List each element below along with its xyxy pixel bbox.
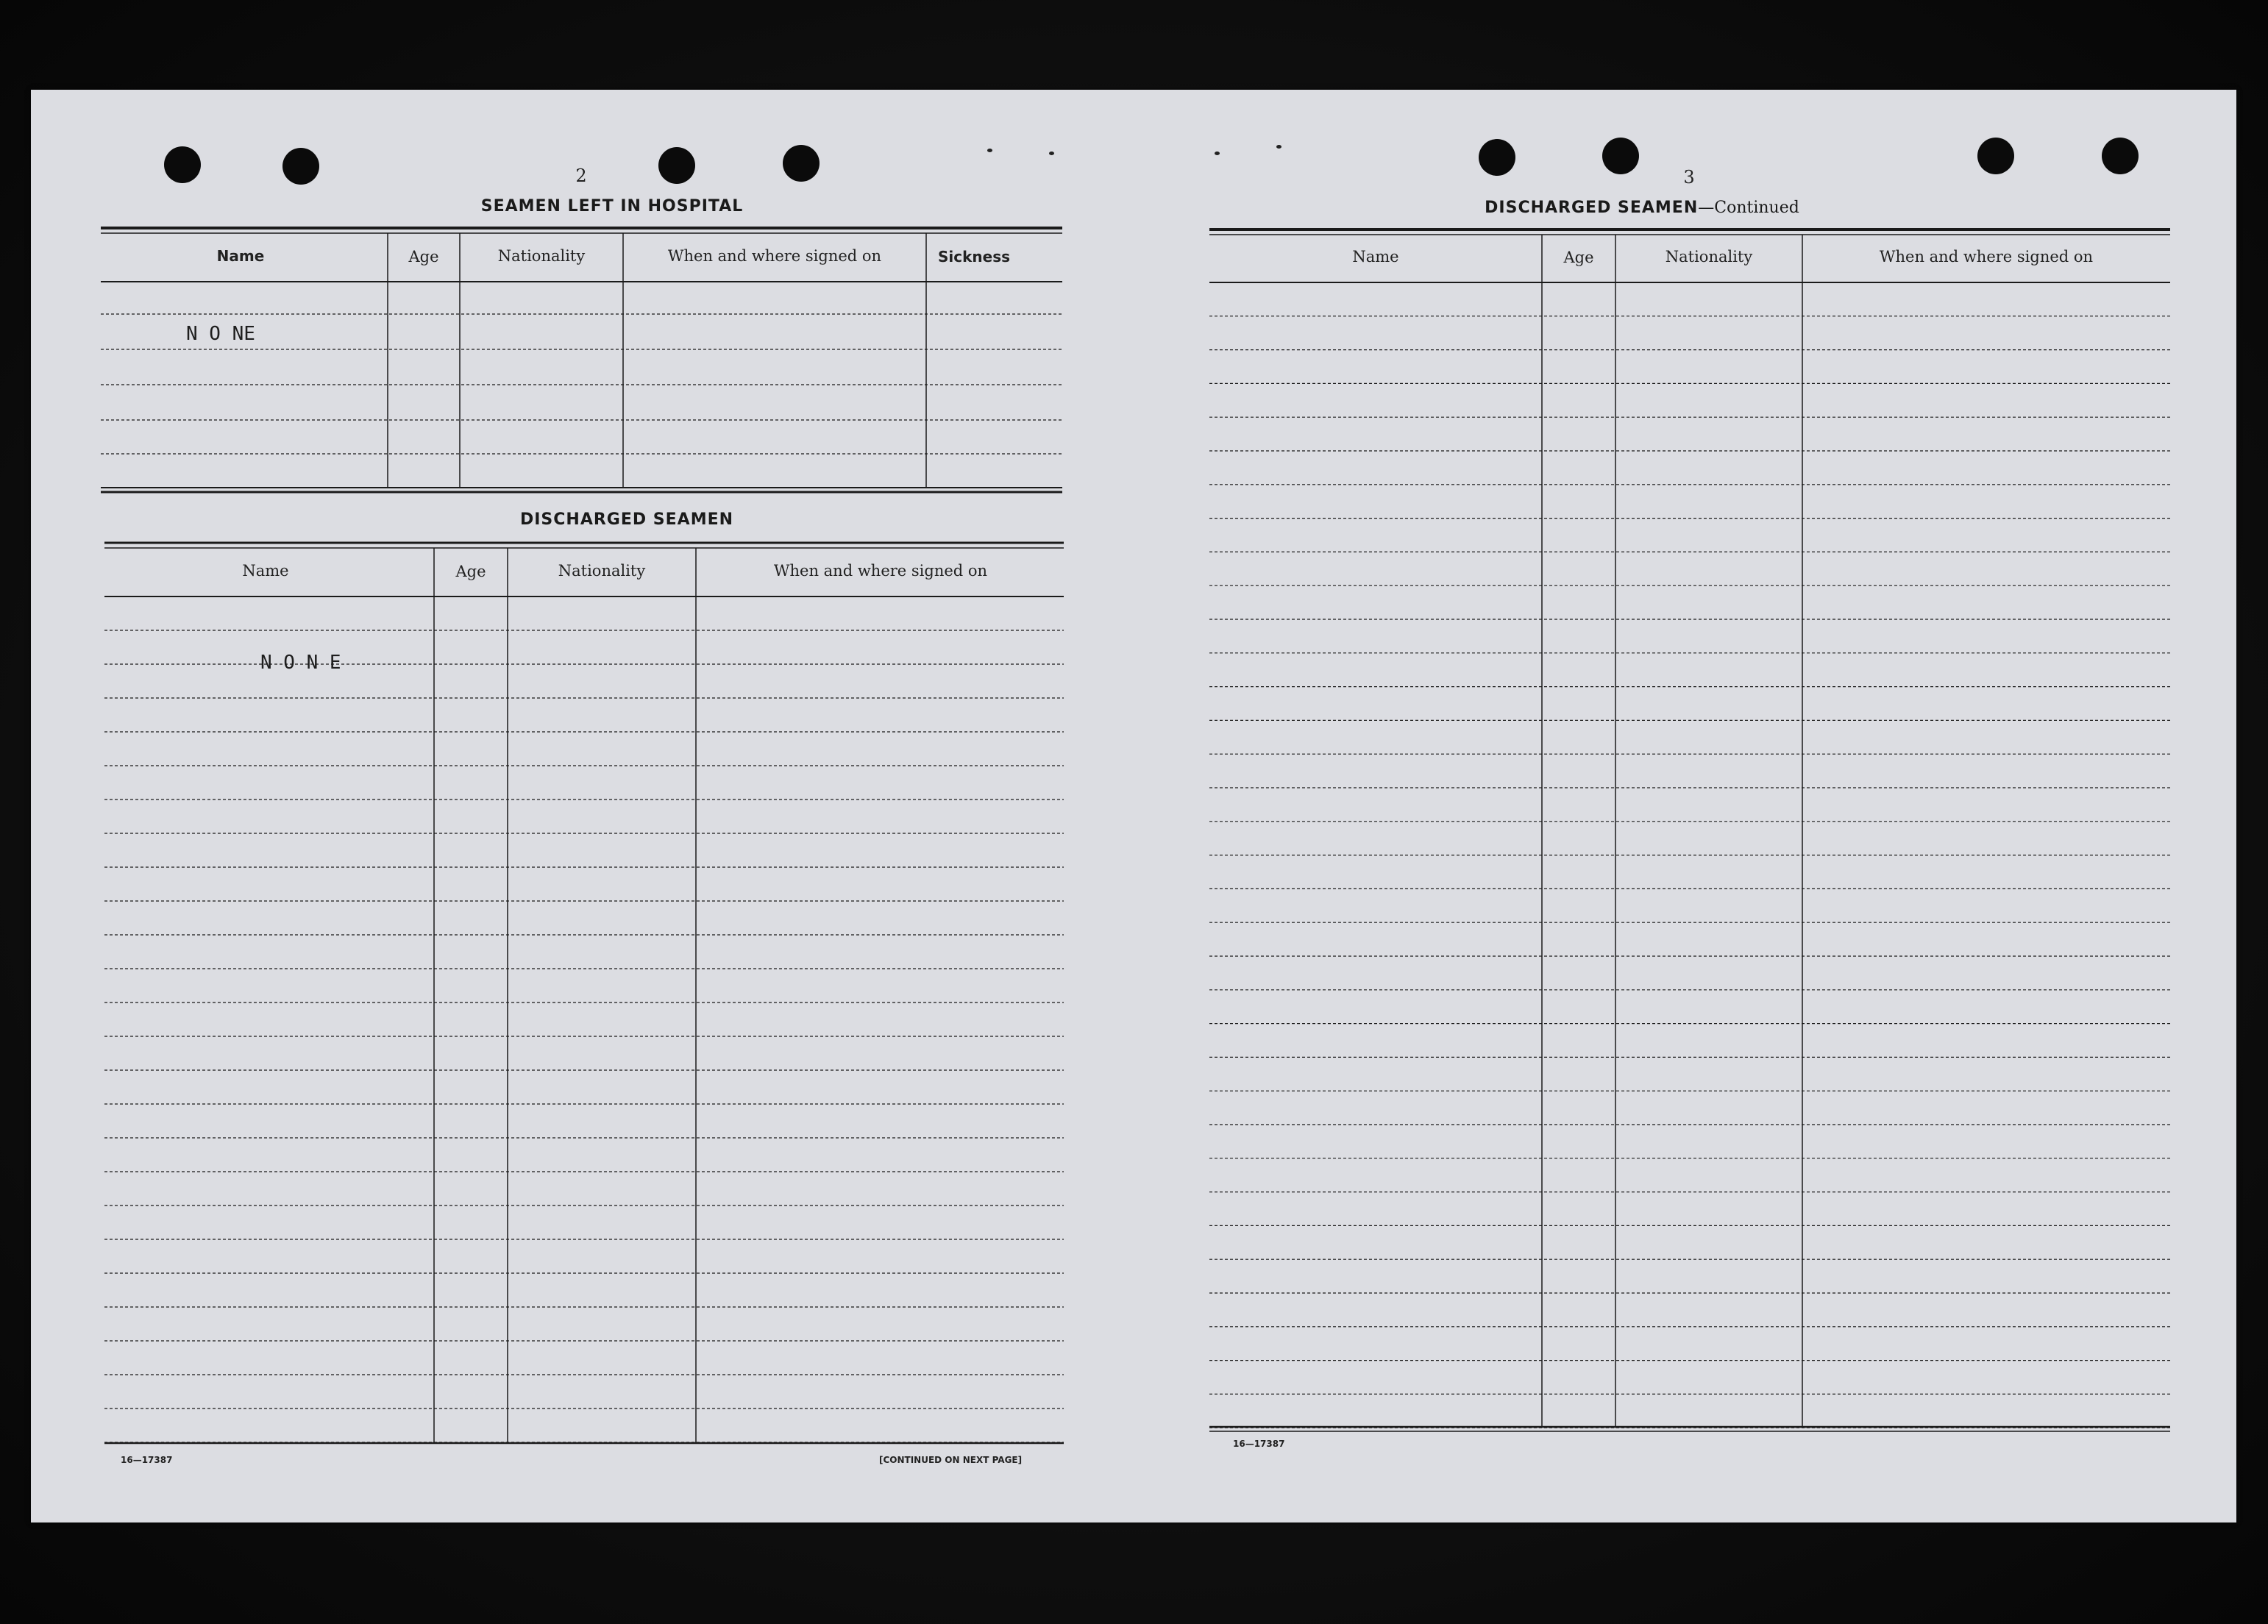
discharged-header-age: Age [455, 563, 486, 580]
right-header-age: Age [1563, 249, 1594, 266]
right-form-number: 16—17387 [1233, 1439, 1285, 1449]
discharged-header-nationality: Nationality [558, 562, 646, 580]
right-page-number: 3 [1683, 167, 1695, 188]
right-header-signed-on: When and where signed on [1879, 248, 2094, 266]
right-header-nationality: Nationality [1665, 248, 1753, 266]
form-sheet [31, 90, 2236, 1522]
right-header-name: Name [1352, 248, 1399, 266]
hospital-entry-none: N O NE [186, 323, 255, 345]
hospital-header-name: Name [216, 247, 265, 265]
form-rules [31, 90, 2236, 1522]
left-form-number: 16—17387 [121, 1455, 173, 1465]
hospital-header-nationality: Nationality [497, 247, 586, 265]
discharged-header-signed-on: When and where signed on [773, 562, 988, 580]
discharged-continued-suffix: —Continued [1698, 199, 1799, 217]
discharged-section-title: DISCHARGED SEAMEN [519, 510, 734, 529]
continued-note: [CONTINUED ON NEXT PAGE] [879, 1455, 1023, 1465]
hospital-header-age: Age [408, 248, 439, 266]
hospital-section-title: SEAMEN LEFT IN HOSPITAL [480, 197, 744, 216]
hospital-header-sickness: Sickness [937, 248, 1011, 266]
discharged-continued-title-main: DISCHARGED SEAMEN [1485, 199, 1699, 217]
left-page-number: 2 [575, 165, 587, 186]
discharged-entry-none: N O N E [260, 652, 341, 674]
discharged-header-name: Name [242, 562, 289, 580]
hospital-header-signed-on: When and where signed on [667, 247, 882, 265]
